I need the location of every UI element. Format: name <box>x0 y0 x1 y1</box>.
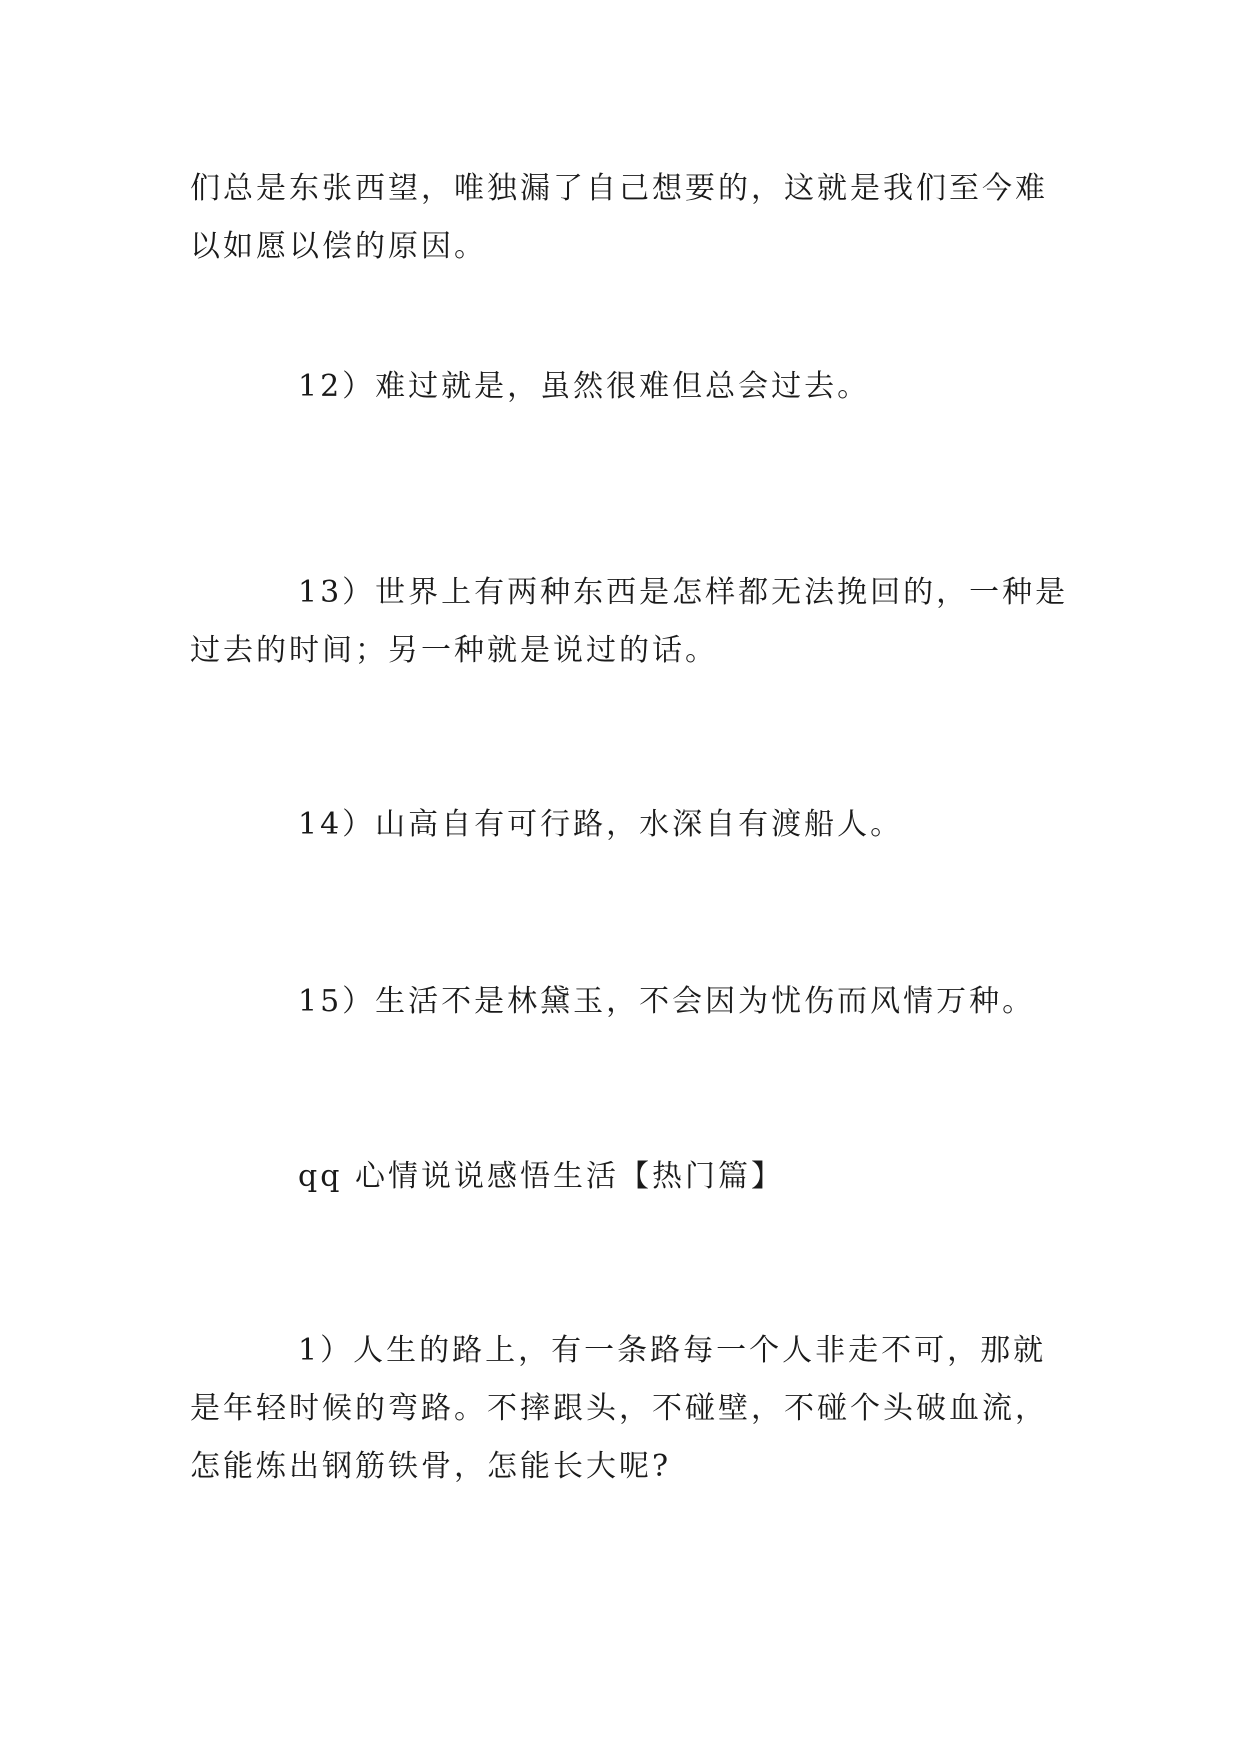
paragraph-continuation <box>190 160 1070 276</box>
paragraph-line: 13）世界上有两种东西是怎样都无法挽回的，一种是 <box>298 575 1069 610</box>
paragraph-line: 12）难过就是，虽然很难但总会过去。 <box>298 369 871 404</box>
paragraph-line: 是年轻时候的弯路。不摔跟头，不碰壁，不碰个头破血流， <box>190 1391 1048 1426</box>
section-heading-text: qq 心情说说感悟生活【热门篇】 <box>298 1159 784 1194</box>
paragraph-item-14 <box>190 796 1070 854</box>
paragraph-item-13 <box>190 564 1070 680</box>
paragraph-line: 以如愿以偿的原因。 <box>190 229 487 264</box>
paragraph-line: 1）人生的路上，有一条路每一个人非走不可，那就 <box>298 1333 1047 1368</box>
paragraph-line: 怎能炼出钢筋铁骨，怎能长大呢? <box>190 1449 672 1484</box>
paragraph-line: 14）山高自有可行路，水深自有渡船人。 <box>298 807 904 842</box>
paragraph-line: 15）生活不是林黛玉，不会因为忧伤而风情万种。 <box>298 984 1036 1019</box>
paragraph-line: 过去的时间；另一种就是说过的话。 <box>190 633 718 668</box>
paragraph-item-15 <box>190 973 1070 1031</box>
section-heading <box>190 1148 1070 1206</box>
paragraph-line: 们总是东张西望，唯独漏了自己想要的，这就是我们至今难 <box>190 171 1048 206</box>
paragraph-item-12 <box>190 358 1070 416</box>
paragraph-item-1 <box>190 1322 1070 1496</box>
